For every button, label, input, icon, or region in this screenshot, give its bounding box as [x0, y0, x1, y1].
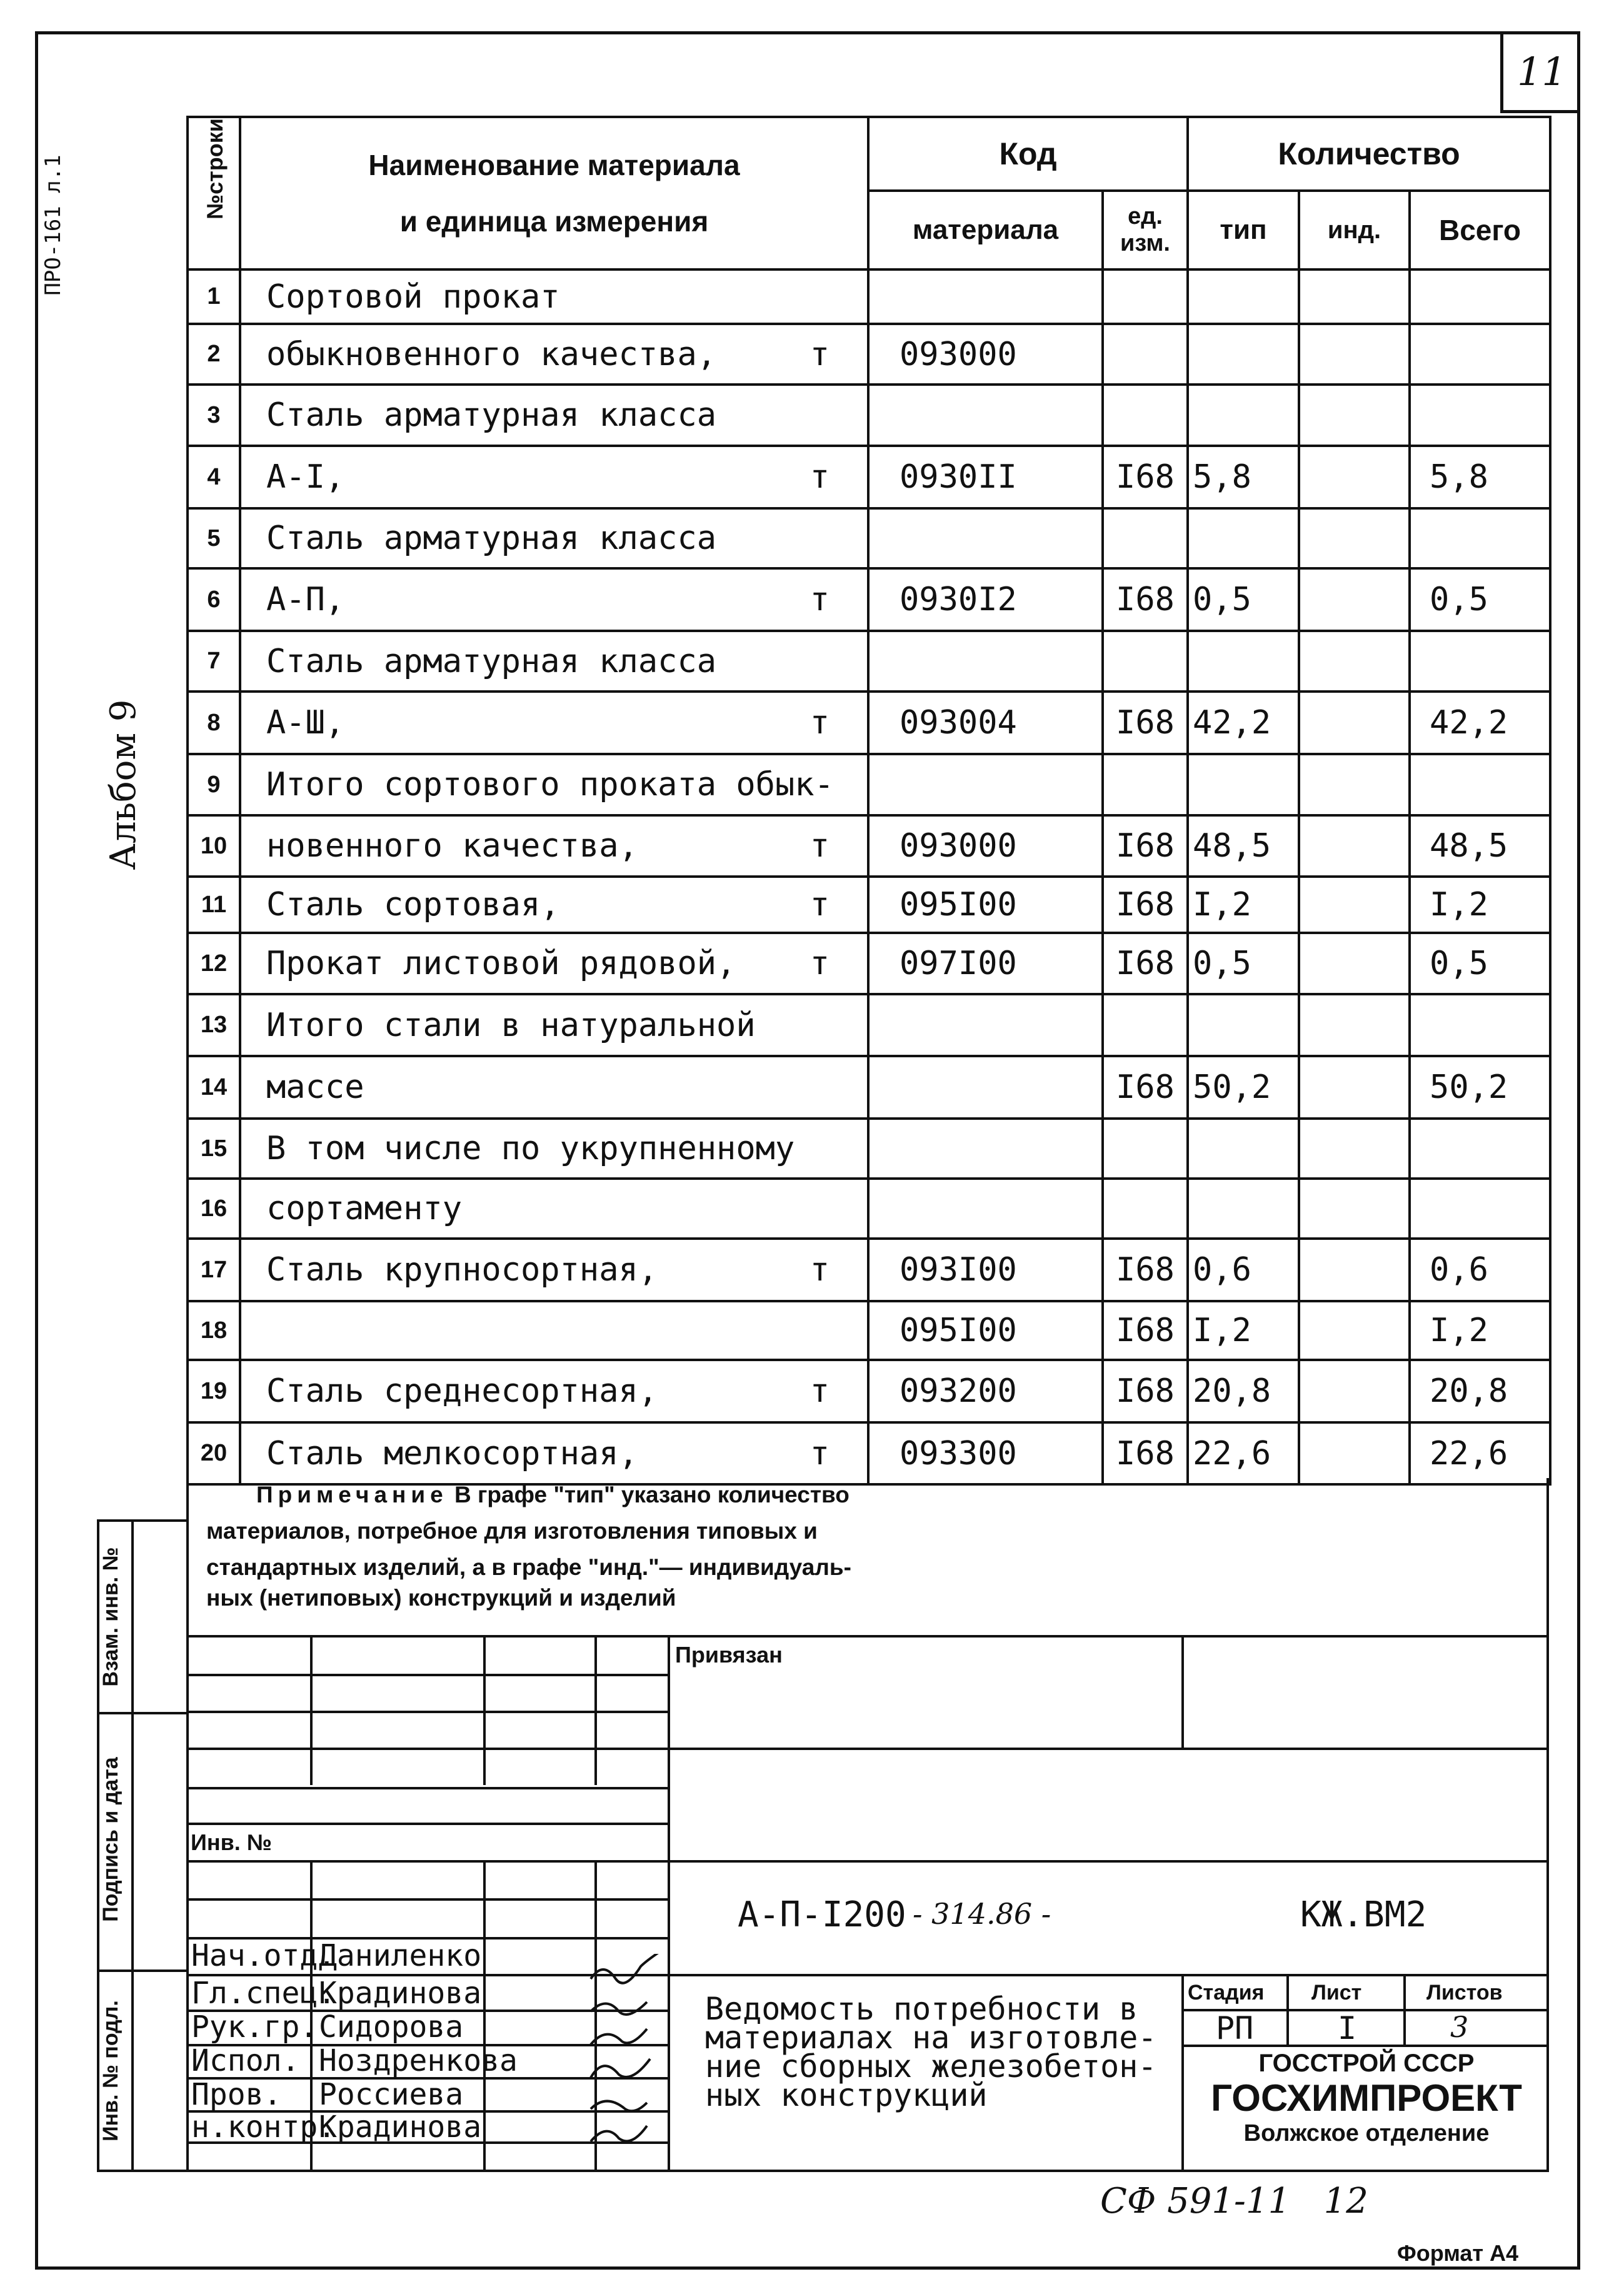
row-ind — [1299, 269, 1410, 324]
row-number: 4 — [188, 446, 240, 508]
row-name — [240, 446, 868, 508]
row-name — [240, 877, 868, 933]
signature-role: Рук.гр. — [191, 2010, 318, 2045]
row-number: 11 — [188, 877, 240, 933]
signature-3-icon — [591, 2029, 647, 2045]
row-unit-code — [1103, 508, 1188, 568]
row-material-code: 097I00 — [868, 933, 1103, 994]
row-name-text: А-П, — [266, 581, 345, 618]
table-row — [188, 446, 1550, 508]
org-line-2: ГОСХИМПРОЕКТ — [1211, 2077, 1522, 2119]
row-name — [240, 754, 868, 815]
row-name-text: Сталь среднесортная, — [266, 1372, 658, 1410]
row-unit-code — [1103, 269, 1188, 324]
name-header: Наименование материала и единица измерения — [240, 117, 868, 269]
table-row — [188, 508, 1550, 568]
signature-role: Нач.отд. — [191, 1938, 336, 1973]
row-unit-code: I68 — [1103, 1360, 1188, 1422]
row-number: 12 — [188, 933, 240, 994]
row-unit-code: I68 — [1103, 1301, 1188, 1360]
row-typ — [1188, 1119, 1299, 1179]
row-unit: т — [809, 1251, 830, 1289]
desc-line-1: Ведомость потребности в — [705, 1991, 1138, 2027]
signature-name: Россиева — [319, 2077, 464, 2112]
row-unit-code — [1103, 754, 1188, 815]
row-unit-code — [1103, 324, 1188, 385]
signature-6-icon — [591, 2126, 647, 2141]
row-name — [240, 508, 868, 568]
row-total: I,2 — [1410, 1301, 1550, 1360]
inv-no-label: Инв. № — [191, 1829, 272, 1855]
sheet-label: Лист — [1311, 1981, 1362, 2005]
row-total: 20,8 — [1410, 1360, 1550, 1422]
row-name-text: Сталь мелкосортная, — [266, 1434, 638, 1472]
row-name-text: новенного качества, — [266, 827, 638, 865]
row-name — [240, 631, 868, 692]
row-unit-code: I68 — [1103, 877, 1188, 933]
row-name — [240, 385, 868, 446]
row-name-text: А-Ш, — [266, 704, 345, 742]
row-name-text: Сталь сортовая, — [266, 886, 560, 923]
row-name — [240, 269, 868, 324]
row-typ — [1188, 1179, 1299, 1239]
row-typ: 22,6 — [1188, 1422, 1299, 1484]
row-material-code — [868, 1056, 1103, 1119]
desc-line-2: материалах на изготовле- — [705, 2020, 1157, 2056]
table-row — [188, 754, 1550, 815]
sheets-value: 3 — [1450, 2010, 1469, 2044]
doc-mark: КЖ.ВМ2 — [1300, 1894, 1427, 1935]
unit-code-header: ед. изм. — [1103, 191, 1188, 269]
row-total: 0,6 — [1410, 1239, 1550, 1301]
row-ind — [1299, 933, 1410, 994]
row-ind — [1299, 1179, 1410, 1239]
signature-name: Сидорова — [319, 2010, 464, 2045]
signature-1-icon — [591, 1954, 666, 1983]
row-typ — [1188, 508, 1299, 568]
row-number: 8 — [188, 692, 240, 754]
row-number: 1 — [188, 269, 240, 324]
signature-name: Крадинова — [319, 1976, 482, 2011]
row-material-code — [868, 1179, 1103, 1239]
row-name — [240, 568, 868, 631]
row-number: 17 — [188, 1239, 240, 1301]
typ-header: тип — [1188, 191, 1299, 269]
row-name — [240, 815, 868, 877]
signature-scribbles — [588, 1954, 675, 2166]
row-typ: 0,5 — [1188, 568, 1299, 631]
stage-value: РП — [1216, 2010, 1254, 2046]
row-name — [240, 1056, 868, 1119]
materials-table — [186, 116, 1551, 1486]
row-ind — [1299, 1301, 1410, 1360]
row-unit-code — [1103, 385, 1188, 446]
table-row — [188, 933, 1550, 994]
row-unit-code: I68 — [1103, 568, 1188, 631]
row-material-code: 0930II — [868, 446, 1103, 508]
doc-code-handwritten: - 314.86 - — [913, 1897, 1051, 1931]
row-name-text: Прокат листовой рядовой, — [266, 945, 736, 982]
row-name-text: Сталь арматурная класса — [266, 642, 717, 680]
sheets-label: Листов — [1426, 1981, 1503, 2005]
doc-code: А-П-I200 — [738, 1894, 906, 1935]
row-name-text: Сталь арматурная класса — [266, 396, 717, 434]
row-ind — [1299, 446, 1410, 508]
table-row — [188, 324, 1550, 385]
signature-5-icon — [591, 2101, 647, 2111]
row-number: 6 — [188, 568, 240, 631]
row-typ — [1188, 754, 1299, 815]
quantity-header: Количество — [1188, 117, 1550, 191]
row-ind — [1299, 754, 1410, 815]
row-unit: т — [809, 335, 830, 373]
row-ind — [1299, 1119, 1410, 1179]
row-material-code: 093004 — [868, 692, 1103, 754]
row-total — [1410, 994, 1550, 1056]
table-row — [188, 1239, 1550, 1301]
row-name — [240, 324, 868, 385]
row-number: 14 — [188, 1056, 240, 1119]
row-ind — [1299, 692, 1410, 754]
row-typ — [1188, 324, 1299, 385]
row-number: 18 — [188, 1301, 240, 1360]
album-label: Альбом 9 — [103, 699, 144, 870]
note — [206, 1477, 1519, 1611]
row-unit: т — [809, 704, 830, 742]
note-line-1: В графе "тип" указано количество — [454, 1482, 850, 1507]
table-row — [188, 1422, 1550, 1484]
row-unit: т — [809, 945, 830, 982]
vzam-label: Взам. инв. № — [99, 1547, 123, 1687]
row-total — [1410, 1119, 1550, 1179]
row-unit-code: I68 — [1103, 933, 1188, 994]
row-unit-code — [1103, 631, 1188, 692]
row-ind — [1299, 877, 1410, 933]
row-material-code: 0930I2 — [868, 568, 1103, 631]
row-typ — [1188, 994, 1299, 1056]
table-row — [188, 568, 1550, 631]
row-unit-code: I68 — [1103, 446, 1188, 508]
row-name — [240, 1179, 868, 1239]
row-name-text: массе — [266, 1069, 364, 1106]
note-line-3: стандартных изделий, а в графе "инд."— индивидуаль- — [206, 1554, 851, 1580]
podpis-label: Подпись и дата — [99, 1757, 123, 1922]
row-ind — [1299, 1239, 1410, 1301]
inv-podl-label: Инв. № подл. — [99, 2000, 123, 2141]
table-row — [188, 815, 1550, 877]
row-ind — [1299, 1056, 1410, 1119]
table-row — [188, 994, 1550, 1056]
row-total: I,2 — [1410, 877, 1550, 933]
stage-label: Стадия — [1188, 1981, 1265, 2005]
table-row — [188, 385, 1550, 446]
signature-role: Гл.спец. — [191, 1976, 336, 2011]
row-name-text: Сталь крупносортная, — [266, 1251, 658, 1289]
row-name-text: Итого сортового проката обык- — [266, 766, 834, 803]
row-unit-code: I68 — [1103, 1239, 1188, 1301]
row-typ: 0,6 — [1188, 1239, 1299, 1301]
table-row — [188, 1179, 1550, 1239]
row-name — [240, 994, 868, 1056]
row-number: 5 — [188, 508, 240, 568]
doc-description — [705, 1991, 1157, 2113]
row-typ — [1188, 269, 1299, 324]
row-number: 15 — [188, 1119, 240, 1179]
row-typ: 50,2 — [1188, 1056, 1299, 1119]
row-ind — [1299, 815, 1410, 877]
table-row — [188, 692, 1550, 754]
row-material-code: 093000 — [868, 815, 1103, 877]
row-total — [1410, 269, 1550, 324]
row-ind — [1299, 508, 1410, 568]
sheet-number: 11 — [1500, 34, 1580, 113]
row-total: 50,2 — [1410, 1056, 1550, 1119]
note-line-2: материалов, потребное для изготовления типовых и — [206, 1518, 818, 1544]
material-code-header: материала — [868, 191, 1103, 269]
signature-name: Даниленко — [319, 1938, 482, 1973]
row-material-code — [868, 631, 1103, 692]
table-row — [188, 1119, 1550, 1179]
row-material-code: 093200 — [868, 1360, 1103, 1422]
row-total — [1410, 385, 1550, 446]
table-row — [188, 269, 1550, 324]
row-name-text: обыкновенного качества, — [266, 335, 717, 373]
row-unit: т — [809, 458, 830, 496]
desc-line-4: ных конструкций — [705, 2077, 988, 2113]
row-number: 16 — [188, 1179, 240, 1239]
signature-4-icon — [591, 2059, 650, 2078]
sheet-value: I — [1338, 2010, 1357, 2046]
row-unit-code — [1103, 1119, 1188, 1179]
row-name — [240, 1422, 868, 1484]
row-material-code: 095I00 — [868, 877, 1103, 933]
row-number: 13 — [188, 994, 240, 1056]
row-unit-code: I68 — [1103, 692, 1188, 754]
note-title: Примечание — [256, 1482, 448, 1507]
row-ind — [1299, 385, 1410, 446]
row-ind — [1299, 1360, 1410, 1422]
signature-role: Пров. — [191, 2077, 282, 2112]
row-typ: 48,5 — [1188, 815, 1299, 877]
row-unit-code — [1103, 994, 1188, 1056]
row-name — [240, 1301, 868, 1360]
table-row — [188, 877, 1550, 933]
row-total: 42,2 — [1410, 692, 1550, 754]
row-unit-code: I68 — [1103, 1056, 1188, 1119]
row-unit: т — [809, 581, 830, 618]
row-total: 22,6 — [1410, 1422, 1550, 1484]
row-material-code — [868, 269, 1103, 324]
table-row — [188, 631, 1550, 692]
row-material-code: 093I00 — [868, 1239, 1103, 1301]
row-unit-code: I68 — [1103, 815, 1188, 877]
row-typ: 0,5 — [1188, 933, 1299, 994]
row-typ — [1188, 631, 1299, 692]
table-row — [188, 1301, 1550, 1360]
signature-name: Ноздренкова — [319, 2043, 518, 2078]
row-material-code: 093300 — [868, 1422, 1103, 1484]
row-number: 9 — [188, 754, 240, 815]
row-unit-code — [1103, 1179, 1188, 1239]
row-number-header: №строки — [188, 117, 240, 269]
row-name — [240, 1239, 868, 1301]
desc-line-3: ние сборных железобетон- — [705, 2048, 1157, 2085]
row-typ — [1188, 385, 1299, 446]
bottom-code: СФ 591-11 12 — [1100, 2181, 1368, 2221]
row-name — [240, 933, 868, 994]
row-ind — [1299, 324, 1410, 385]
row-number: 7 — [188, 631, 240, 692]
row-name — [240, 1360, 868, 1422]
row-name-text: Сортовой прокат — [266, 278, 560, 316]
format-label: Формат А4 — [1397, 2240, 1519, 2266]
row-unit: т — [809, 1372, 830, 1410]
row-name — [240, 692, 868, 754]
row-name-text: В том числе по укрупненному — [266, 1130, 795, 1167]
side-code: ПРО-161 л.1 — [41, 154, 66, 296]
row-total — [1410, 754, 1550, 815]
row-typ: 20,8 — [1188, 1360, 1299, 1422]
row-name-text: Итого стали в натуральной — [266, 1006, 756, 1044]
row-ind — [1299, 631, 1410, 692]
row-total — [1410, 508, 1550, 568]
row-unit: т — [809, 827, 830, 865]
row-total — [1410, 1179, 1550, 1239]
row-number: 20 — [188, 1422, 240, 1484]
row-name-text: Сталь арматурная класса — [266, 520, 717, 557]
row-typ: 5,8 — [1188, 446, 1299, 508]
row-total: 0,5 — [1410, 568, 1550, 631]
row-number: 10 — [188, 815, 240, 877]
row-number: 2 — [188, 324, 240, 385]
org-line-1: ГОССТРОЙ СССР — [1258, 2050, 1475, 2077]
row-material-code: 095I00 — [868, 1301, 1103, 1360]
row-number: 19 — [188, 1360, 240, 1422]
row-material-code: 093000 — [868, 324, 1103, 385]
row-typ: I,2 — [1188, 877, 1299, 933]
note-line-4: ных (нетиповых) конструкций и изделий — [206, 1585, 676, 1611]
row-material-code — [868, 508, 1103, 568]
row-total — [1410, 631, 1550, 692]
row-material-code — [868, 994, 1103, 1056]
row-total — [1410, 324, 1550, 385]
row-total: 5,8 — [1410, 446, 1550, 508]
row-ind — [1299, 568, 1410, 631]
row-material-code — [868, 385, 1103, 446]
org-block — [1184, 2048, 1549, 2148]
row-material-code — [868, 1119, 1103, 1179]
row-ind — [1299, 1422, 1410, 1484]
row-name-text: сортаменту — [266, 1190, 463, 1227]
row-unit: т — [809, 1434, 830, 1472]
row-name-text: А-I, — [266, 458, 345, 496]
signature-role: Испол. — [191, 2043, 300, 2078]
signature-role: н.контр. — [191, 2110, 336, 2145]
total-header: Всего — [1410, 191, 1550, 269]
ind-header: инд. — [1299, 191, 1410, 269]
row-ind — [1299, 994, 1410, 1056]
row-typ: 42,2 — [1188, 692, 1299, 754]
row-typ: I,2 — [1188, 1301, 1299, 1360]
table-row — [188, 1360, 1550, 1422]
signature-2-icon — [591, 2002, 647, 2015]
org-line-3: Волжское отделение — [1243, 2120, 1490, 2146]
row-total: 48,5 — [1410, 815, 1550, 877]
row-name — [240, 1119, 868, 1179]
code-header: Код — [868, 117, 1188, 191]
row-total: 0,5 — [1410, 933, 1550, 994]
row-unit: т — [809, 886, 830, 923]
row-material-code — [868, 754, 1103, 815]
row-unit-code: I68 — [1103, 1422, 1188, 1484]
row-number: 3 — [188, 385, 240, 446]
table-row — [188, 1056, 1550, 1119]
privyazan-label: Привязан — [675, 1642, 783, 1668]
signature-name: Крадинова — [319, 2110, 482, 2145]
